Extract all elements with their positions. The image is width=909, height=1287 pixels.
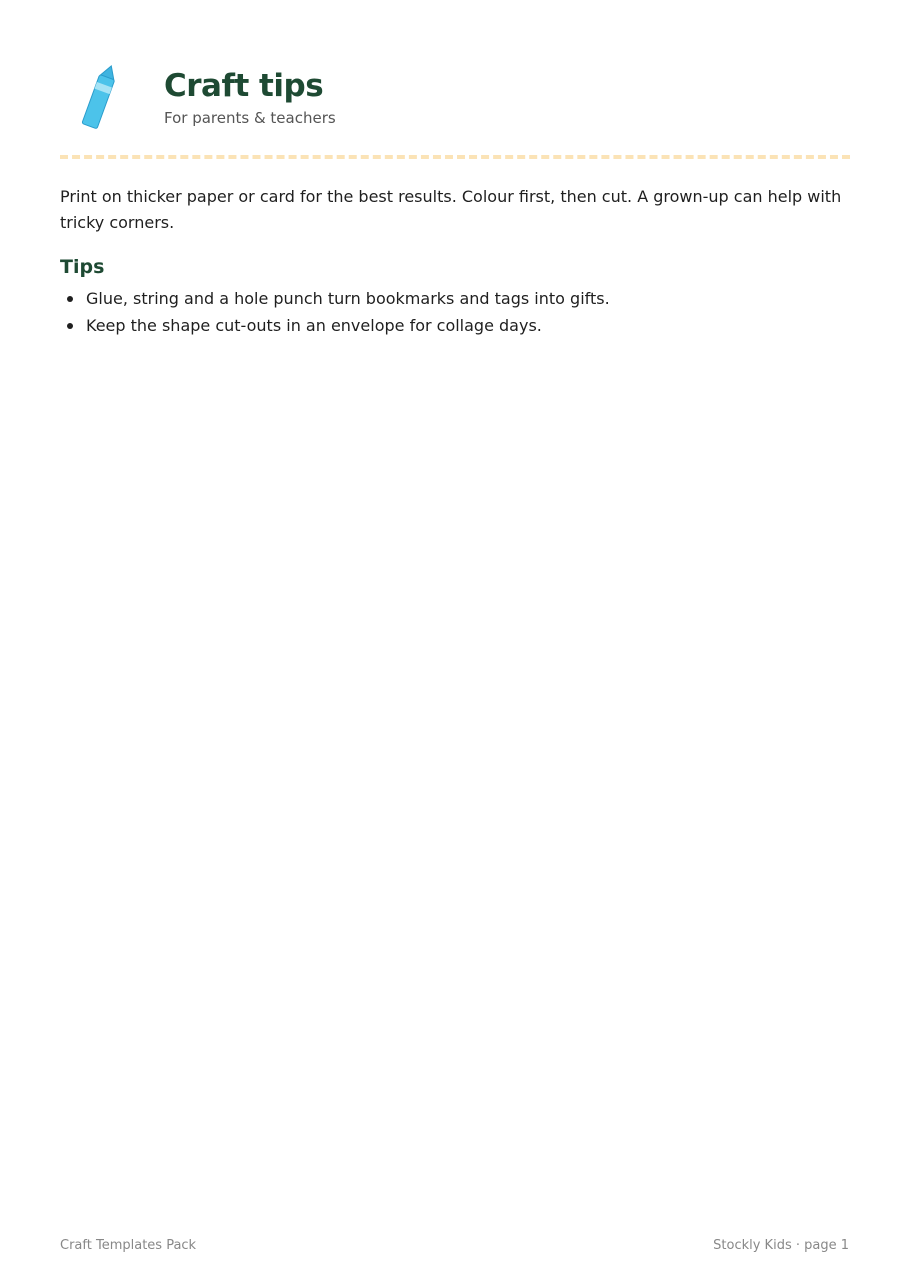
page-subtitle: For parents & teachers xyxy=(164,109,336,127)
list-item: Glue, string and a hole punch turn bookmarks and tags into gifts. xyxy=(60,285,850,312)
tips-list xyxy=(60,285,850,339)
intro-paragraph: Print on thicker paper or card for the best results. Colour first, then cut. A grown-up can help with tricky corners. xyxy=(60,187,842,232)
crayon-icon xyxy=(80,64,120,130)
footer-right: Stockly Kids · page 1 xyxy=(713,1238,849,1253)
footer-left: Craft Templates Pack xyxy=(60,1238,197,1253)
page-header xyxy=(60,62,850,132)
dashed-divider xyxy=(60,155,850,159)
list-item: Keep the shape cut-outs in an envelope for collage days. xyxy=(60,312,850,339)
tips-heading: Tips xyxy=(60,256,105,278)
page-title: Craft tips xyxy=(164,68,324,104)
